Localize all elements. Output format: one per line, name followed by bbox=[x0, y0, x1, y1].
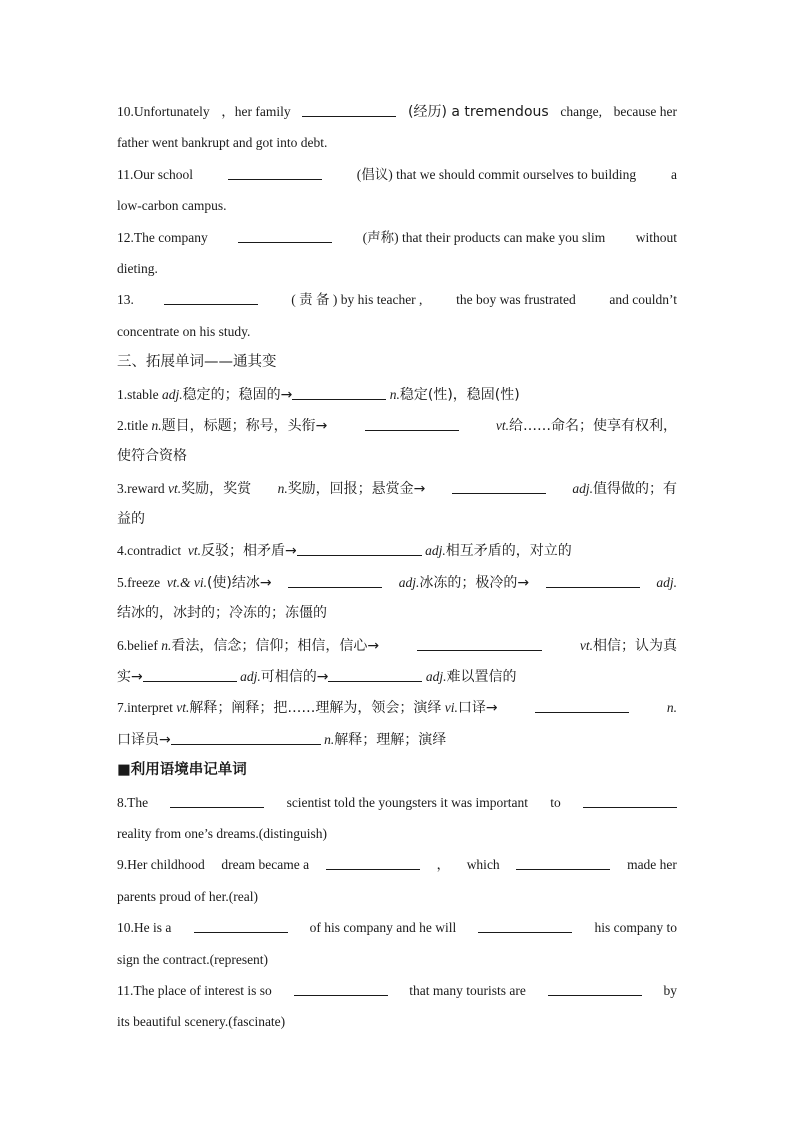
q13-text-c: the boy was frustrated bbox=[456, 292, 576, 308]
q10-text-c: (经历) a tremendous bbox=[407, 104, 549, 120]
c10-text-a: 10.He is a bbox=[117, 920, 172, 936]
extend-item-5-cont: 结冰的，冰封的；冷冻的；冻僵的 bbox=[117, 605, 327, 622]
question-11-line-2: low-carbon campus. bbox=[117, 198, 227, 214]
ext3-pos-2: n. bbox=[277, 480, 288, 496]
c8-text-a: 8.The bbox=[117, 794, 149, 810]
ext7-word: 7.interpret bbox=[117, 700, 173, 716]
c11-text-a: 11.The place of interest is so bbox=[117, 982, 272, 998]
ext2-meaning: 题目，标题；称号，头衔→ bbox=[161, 417, 328, 434]
question-12-line-2: dieting. bbox=[117, 260, 158, 276]
answer-blank[interactable] bbox=[302, 103, 396, 117]
context-question-11-cont: its beautiful scenery.(fascinate) bbox=[117, 1014, 286, 1030]
ext6-meaning: 看法，信念；信仰；相信，信心→ bbox=[171, 637, 380, 654]
q12-text-a: 12.The company bbox=[117, 229, 208, 245]
extend-item-4 bbox=[117, 535, 677, 566]
ext2-pos: n. bbox=[151, 417, 162, 433]
q12-text-b: (声称) that their products can make you slim bbox=[362, 229, 606, 245]
ext6-word: 6.belief bbox=[117, 637, 158, 653]
q11-text-b: (倡议) that we should commit ourselves to building bbox=[356, 166, 637, 182]
answer-blank[interactable] bbox=[294, 982, 388, 996]
c8-text-c: to bbox=[550, 794, 561, 810]
ext7-pos-4: n. bbox=[324, 731, 335, 747]
answer-blank[interactable] bbox=[417, 637, 542, 651]
ext1-word: 1.stable bbox=[117, 386, 159, 402]
ext7-meaning-3: 口译员→ bbox=[117, 731, 171, 748]
answer-blank[interactable] bbox=[292, 386, 386, 400]
question-10-line-1 bbox=[117, 96, 677, 127]
context-question-10-cont: sign the contract.(represent) bbox=[117, 951, 269, 967]
answer-blank[interactable] bbox=[326, 856, 420, 870]
answer-blank[interactable] bbox=[535, 699, 629, 713]
context-question-8 bbox=[117, 787, 677, 818]
ext2-pos-2: vt. bbox=[495, 417, 509, 433]
ext4-pos: vt. bbox=[187, 543, 201, 559]
ext6-pos-3: adj. bbox=[240, 669, 261, 685]
ext3-meaning-3: 值得做的；有 bbox=[592, 480, 677, 497]
ext7-pos: vt. bbox=[176, 700, 190, 716]
ext4-word: 4.contradict bbox=[117, 543, 182, 559]
answer-blank[interactable] bbox=[328, 668, 422, 682]
context-question-9 bbox=[117, 849, 677, 880]
question-13-line-1 bbox=[117, 284, 677, 315]
ext6-meaning-3: 实→ bbox=[117, 669, 143, 686]
q13-text-d: and couldn’t bbox=[609, 292, 677, 308]
question-12-line-1 bbox=[117, 222, 677, 253]
ext4-meaning-2: 相互矛盾的，对立的 bbox=[445, 543, 572, 560]
ext5-pos-2: adj. bbox=[398, 574, 420, 590]
ext3-meaning: 奖励，奖赏 bbox=[181, 480, 252, 497]
q10-text-d: change, bbox=[560, 104, 602, 119]
ext1-meaning-2: 稳定(性)，稳固(性) bbox=[399, 386, 520, 403]
ext6-pos: n. bbox=[161, 637, 172, 653]
ext5-meaning: (使)结冰→ bbox=[206, 574, 272, 591]
ext7-pos-3: n. bbox=[666, 700, 677, 716]
c10-text-c: his company to bbox=[594, 920, 677, 936]
ext5-pos: vt.& vi. bbox=[166, 574, 207, 590]
ext2-meaning-2: 给……命名；使享有权利， bbox=[508, 417, 677, 434]
extend-item-1 bbox=[117, 379, 677, 410]
ext7-pos-2: vi. bbox=[444, 700, 458, 716]
answer-blank[interactable] bbox=[238, 229, 332, 243]
extend-item-7-cont bbox=[117, 724, 677, 755]
answer-blank[interactable] bbox=[228, 166, 322, 180]
answer-blank[interactable] bbox=[171, 731, 321, 745]
q12-text-c: without bbox=[635, 229, 677, 245]
ext6-pos-2: vt. bbox=[579, 637, 593, 653]
context-question-10 bbox=[117, 912, 677, 943]
extend-item-3-cont: 益的 bbox=[117, 511, 145, 528]
answer-blank[interactable] bbox=[170, 794, 264, 808]
ext4-pos-2: adj. bbox=[425, 543, 446, 559]
answer-blank[interactable] bbox=[546, 574, 640, 588]
section-heading-context: ■利用语境串记单词 bbox=[117, 762, 247, 779]
answer-blank[interactable] bbox=[478, 919, 572, 933]
ext3-meaning-2: 奖励，回报；悬赏金→ bbox=[287, 480, 426, 497]
c9-text-d: which bbox=[466, 857, 500, 873]
context-question-11 bbox=[117, 975, 677, 1006]
answer-blank[interactable] bbox=[164, 291, 258, 305]
question-10-line-2: father went bankrupt and got into debt. bbox=[117, 135, 328, 151]
ext7-meaning: 解释；阐释；把……理解为，领会；演绎 bbox=[189, 700, 442, 717]
q11-text-c: a bbox=[670, 166, 677, 182]
answer-blank[interactable] bbox=[452, 480, 546, 494]
c10-text-b: of his company and he will bbox=[309, 920, 457, 936]
ext3-pos-3: adj. bbox=[572, 480, 593, 496]
c9-text-c: ， bbox=[436, 857, 450, 873]
ext1-pos: adj. bbox=[162, 386, 183, 402]
extend-item-5 bbox=[117, 567, 677, 598]
c8-text-b: scientist told the youngsters it was important bbox=[286, 794, 529, 810]
question-11-line-1 bbox=[117, 159, 677, 190]
section-heading-extend-words: 三、拓展单词——通其变 bbox=[117, 354, 277, 371]
extend-item-6 bbox=[117, 630, 677, 661]
ext7-meaning-2: 口译→ bbox=[457, 700, 498, 717]
c9-text-b: dream became a bbox=[221, 857, 310, 873]
answer-blank[interactable] bbox=[288, 574, 382, 588]
ext3-pos: vt. bbox=[167, 480, 182, 496]
c11-text-b: that many tourists are bbox=[409, 982, 526, 998]
ext5-word: 5.freeze bbox=[117, 574, 161, 590]
q11-text-a: 11.Our school bbox=[117, 166, 193, 182]
ext3-word: 3.reward bbox=[117, 480, 165, 496]
answer-blank[interactable] bbox=[548, 982, 642, 996]
ext1-meaning: 稳定的；稳固的→ bbox=[182, 386, 293, 403]
ext5-pos-3: adj. bbox=[656, 574, 677, 590]
extend-item-3 bbox=[117, 473, 677, 504]
answer-blank[interactable] bbox=[365, 417, 459, 431]
ext7-meaning-4: 解释；理解；演绎 bbox=[334, 731, 447, 748]
ext4-meaning: 反驳；相矛盾→ bbox=[200, 543, 297, 560]
worksheet-page bbox=[117, 96, 677, 1038]
extend-item-2 bbox=[117, 410, 677, 441]
ext2-word: 2.title bbox=[117, 417, 149, 433]
c11-text-c: by bbox=[663, 982, 677, 998]
q13-text-b: ( 责 备 ) by his teacher , bbox=[291, 292, 423, 308]
question-13-line-2: concentrate on his study. bbox=[117, 323, 251, 339]
answer-blank[interactable] bbox=[194, 919, 288, 933]
q10-text-a: 10.Unfortunately bbox=[117, 104, 210, 119]
answer-blank[interactable] bbox=[297, 542, 422, 556]
ext6-pos-4: adj. bbox=[425, 669, 447, 685]
q13-text-a: 13. bbox=[117, 292, 134, 308]
answer-blank[interactable] bbox=[583, 794, 677, 808]
answer-blank[interactable] bbox=[143, 668, 237, 682]
extend-item-7 bbox=[117, 692, 677, 723]
extend-item-6-cont bbox=[117, 661, 677, 692]
ext6-meaning-5: 难以置信的 bbox=[446, 669, 517, 686]
context-question-8-cont: reality from one’s dreams.(distinguish) bbox=[117, 825, 327, 841]
answer-blank[interactable] bbox=[516, 856, 610, 870]
ext6-meaning-2: 相信；认为真 bbox=[593, 637, 677, 654]
extend-item-2-cont: 使符合资格 bbox=[117, 448, 187, 465]
c9-text-e: made her bbox=[627, 857, 677, 873]
ext5-meaning-2: 冰冻的；极冷的→ bbox=[419, 574, 530, 591]
c9-text-a: 9.Her childhood bbox=[117, 857, 205, 873]
q10-text-b: ，her family bbox=[221, 104, 291, 119]
ext1-pos-2: n. bbox=[389, 386, 400, 402]
context-question-9-cont: parents proud of her.(real) bbox=[117, 888, 258, 904]
q10-text-e: because her bbox=[613, 104, 677, 119]
ext6-meaning-4: 可相信的→ bbox=[260, 669, 329, 686]
